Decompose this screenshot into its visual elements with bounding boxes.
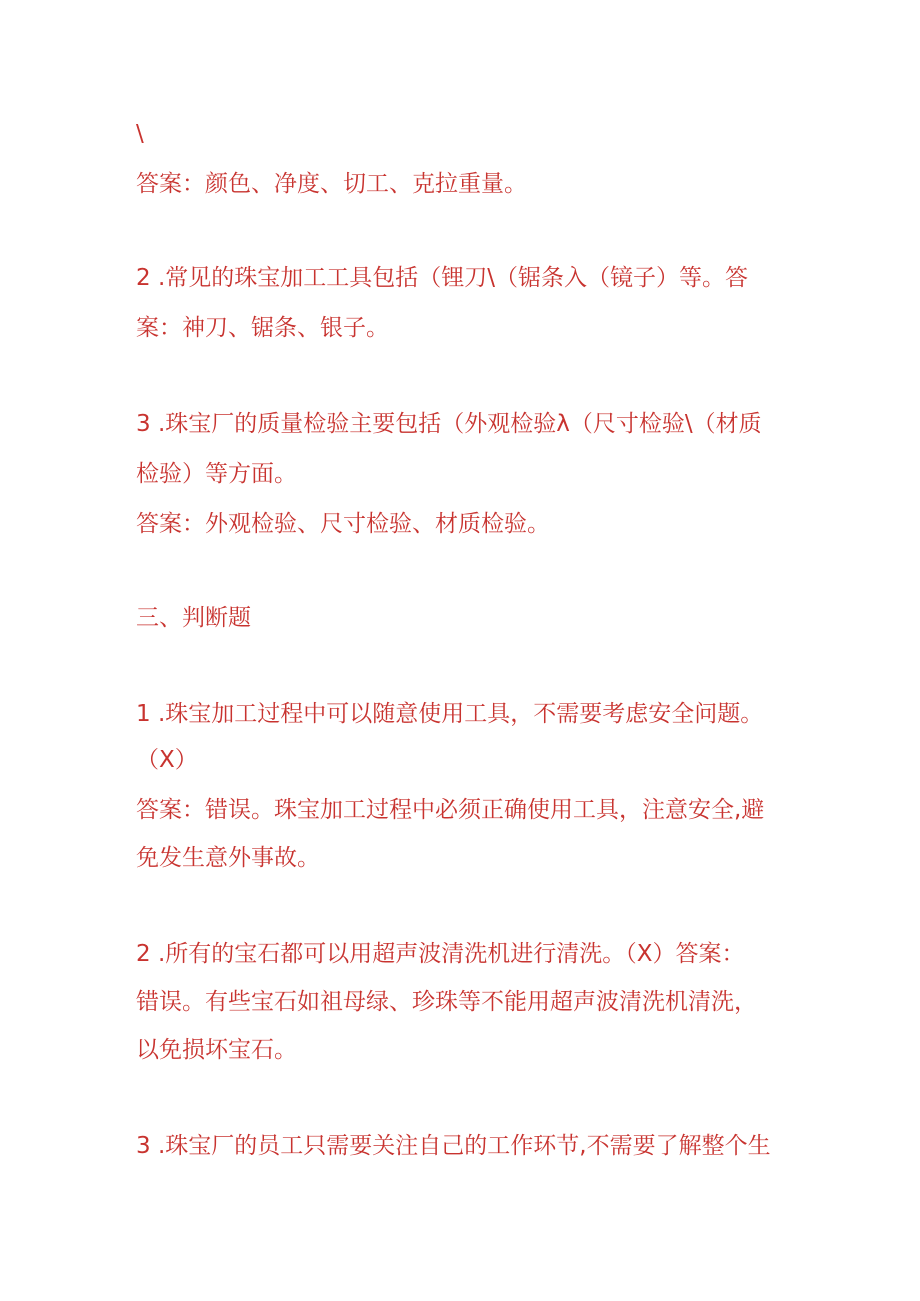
question-line: 3 .珠宝厂的员工只需要关注自己的工作环节,不需要了解整个生 bbox=[136, 1133, 771, 1159]
question-line: （X） bbox=[136, 747, 198, 773]
question-line: 2 .常见的珠宝加工工具包括（锂刀\（锯条入（镜子）等。答 bbox=[136, 265, 749, 291]
answer-line: 答案：外观检验、尺寸检验、材质检验。 bbox=[136, 511, 550, 537]
text-line: \ bbox=[136, 121, 144, 147]
question-line: 检验）等方面。 bbox=[136, 461, 297, 487]
question-line: 2 .所有的宝石都可以用超声波清洗机进行清洗。（X）答案： bbox=[136, 941, 745, 967]
question-line: 1 .珠宝加工过程中可以随意使用工具，不需要考虑安全问题。 bbox=[136, 701, 764, 727]
answer-line: 答案：错误。珠宝加工过程中必须正确使用工具，注意安全,避 bbox=[136, 797, 765, 823]
answer-line: 错误。有些宝石如祖母绿、珍珠等不能用超声波清洗机清洗， bbox=[136, 989, 757, 1015]
answer-line: 案：神刀、锯条、银子。 bbox=[136, 315, 389, 341]
answer-line: 答案：颜色、净度、切工、克拉重量。 bbox=[136, 171, 527, 197]
answer-line: 免发生意外事故。 bbox=[136, 845, 320, 871]
answer-line: 以免损坏宝石。 bbox=[136, 1037, 297, 1063]
question-line: 3 .珠宝厂的质量检验主要包括（外观检验λ（尺寸检验\（材质 bbox=[136, 411, 762, 437]
section-heading: 三、判断题 bbox=[136, 605, 251, 631]
